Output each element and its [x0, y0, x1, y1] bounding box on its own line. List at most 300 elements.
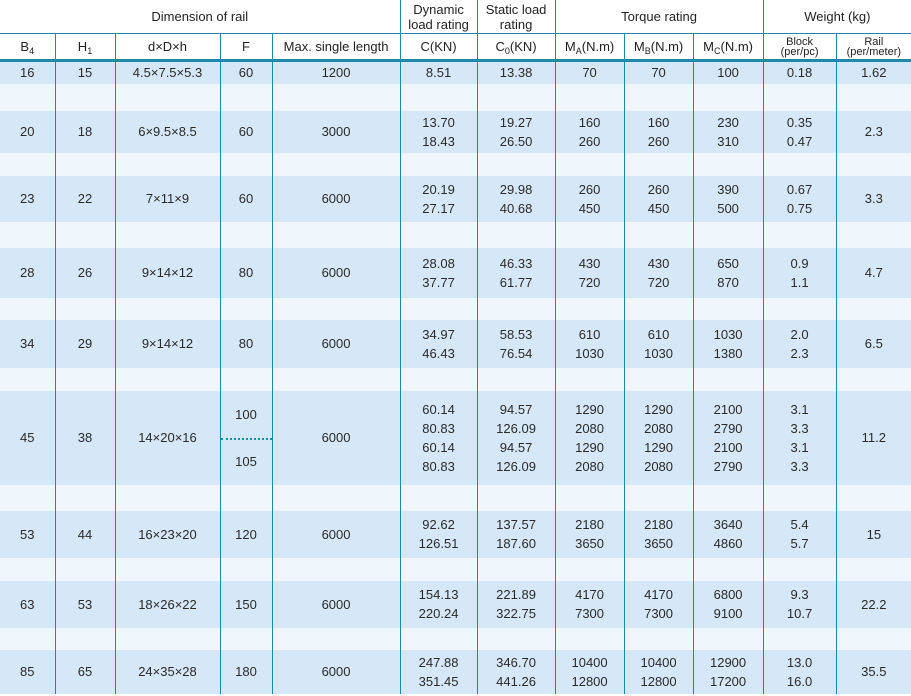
- cell-value: 80.83: [422, 420, 455, 436]
- spacer-cell: [220, 298, 272, 320]
- spacer-cell: [555, 84, 624, 111]
- cell-value: 346.70: [496, 654, 536, 670]
- cell-ma: [555, 650, 624, 694]
- cell-value: 4860: [713, 536, 743, 551]
- spacer-cell: [555, 222, 624, 248]
- spacer-cell: [220, 153, 272, 176]
- cell-block: [763, 511, 836, 558]
- cell-value: 12900: [709, 654, 747, 670]
- cell-block: [763, 176, 836, 222]
- cell-value: 13.0: [786, 654, 813, 670]
- cell-value: 20.19: [422, 181, 455, 197]
- cell-value: 610: [578, 326, 601, 342]
- table-header: [0, 0, 911, 61]
- col-mb: $M_B(N.m)$: [624, 34, 693, 61]
- cell-c: [400, 320, 477, 368]
- cell-value: 0.9: [790, 255, 809, 271]
- cell-dDh: 24×35×28: [115, 650, 220, 694]
- spacer-cell: [272, 153, 400, 176]
- cell-b4: 20: [0, 111, 55, 153]
- cell-value: 441.26: [496, 673, 536, 689]
- cell-c: [400, 511, 477, 558]
- group-torque-rating: Torque rating: [555, 0, 763, 34]
- cell-block: [763, 248, 836, 298]
- spacer-cell: [220, 368, 272, 391]
- spacer-cell: [0, 558, 55, 581]
- cell-c0: [477, 176, 555, 222]
- cell-h1: 65: [55, 650, 115, 694]
- cell-value: 1380: [713, 345, 743, 361]
- spacer-cell: [836, 628, 911, 650]
- cell-max-single-length: 1200: [272, 61, 400, 84]
- cell-value: 28.08: [422, 255, 455, 271]
- spacer-cell: [624, 84, 693, 111]
- cell-value: 12800: [571, 673, 608, 689]
- table-row: [0, 650, 911, 694]
- cell-b4: 85: [0, 650, 55, 694]
- cell-dDh: 4.5×7.5×5.3: [115, 61, 220, 84]
- cell-rail: 22.2: [836, 581, 911, 628]
- cell-value: 1.1: [790, 274, 809, 290]
- cell-block: [763, 111, 836, 153]
- table-row: [0, 581, 911, 628]
- cell-mb: [624, 391, 693, 485]
- cell-dDh: 14×20×16: [115, 391, 220, 485]
- cell-value: 430: [647, 255, 670, 271]
- table-row: [0, 320, 911, 368]
- cell-value: 260: [578, 181, 601, 197]
- spacer-cell: [115, 298, 220, 320]
- cell-value: 7300: [575, 606, 605, 621]
- cell-value: 126.51: [418, 536, 459, 551]
- spacer-cell: [55, 368, 115, 391]
- spacer-cell: [624, 222, 693, 248]
- cell-b4: 34: [0, 320, 55, 368]
- table-row: [0, 176, 911, 222]
- cell-value: 46.33: [499, 255, 533, 271]
- table-row: [0, 61, 911, 84]
- spacer-cell: [115, 628, 220, 650]
- cell-mb: [624, 650, 693, 694]
- cell-b4: 23: [0, 176, 55, 222]
- spacer-row: [0, 368, 911, 391]
- cell-value: 10400: [640, 654, 677, 670]
- cell-value: 1030: [644, 345, 674, 361]
- cell-value: 2100: [713, 439, 743, 455]
- cell-block: [763, 650, 836, 694]
- spacer-cell: [555, 368, 624, 391]
- cell-f-bottom: 105: [235, 453, 257, 469]
- cell-mc: [693, 176, 763, 222]
- col-c0: $C_0(KN)$: [477, 34, 555, 61]
- cell-mc: [693, 650, 763, 694]
- cell-value: 100: [717, 65, 739, 81]
- cell-dDh: 16×23×20: [115, 511, 220, 558]
- cell-value: 5.4: [790, 517, 809, 532]
- cell-value: 2180: [644, 517, 674, 532]
- spacer-cell: [400, 84, 477, 111]
- cell-value: 16.0: [786, 673, 813, 689]
- cell-c0: [477, 61, 555, 84]
- spacer-cell: [400, 558, 477, 581]
- cell-value: 34.97: [422, 326, 455, 342]
- cell-value: 8.51: [425, 65, 452, 81]
- cell-c: [400, 391, 477, 485]
- spacer-cell: [115, 222, 220, 248]
- spacer-cell: [400, 628, 477, 650]
- cell-block: [763, 391, 836, 485]
- spacer-cell: [55, 84, 115, 111]
- spacer-cell: [555, 558, 624, 581]
- spacer-cell: [693, 298, 763, 320]
- cell-b4: 53: [0, 511, 55, 558]
- cell-f: 150: [220, 581, 272, 628]
- cell-value: 13.38: [499, 65, 533, 81]
- cell-mb: [624, 248, 693, 298]
- spacer-row: [0, 628, 911, 650]
- cell-value: 870: [717, 274, 739, 290]
- cell-value: 13.70: [422, 114, 455, 130]
- spacer-cell: [836, 222, 911, 248]
- spacer-cell: [693, 485, 763, 511]
- cell-dDh: 9×14×12: [115, 248, 220, 298]
- cell-value: 1290: [644, 401, 674, 417]
- table-body: [0, 61, 911, 694]
- cell-value: 3.1: [790, 401, 809, 417]
- cell-value: 0.47: [786, 133, 813, 149]
- spacer-cell: [624, 368, 693, 391]
- cell-max-single-length: 6000: [272, 248, 400, 298]
- cell-mc: [693, 111, 763, 153]
- spacer-cell: [220, 485, 272, 511]
- cell-mc: [693, 391, 763, 485]
- cell-dDh: 7×11×9: [115, 176, 220, 222]
- table-row: [0, 391, 911, 485]
- spacer-cell: [272, 628, 400, 650]
- spacer-cell: [0, 222, 55, 248]
- cell-value: 500: [717, 200, 739, 216]
- cell-mb: [624, 176, 693, 222]
- cell-max-single-length: 3000: [272, 111, 400, 153]
- spacer-cell: [763, 84, 836, 111]
- cell-value: 137.57: [496, 517, 536, 532]
- cell-value: 0.67: [786, 181, 813, 197]
- cell-f: [220, 391, 272, 485]
- spacer-cell: [0, 485, 55, 511]
- spacer-cell: [0, 153, 55, 176]
- spacer-cell: [115, 153, 220, 176]
- cell-value: 260: [647, 133, 670, 149]
- cell-value: 2080: [644, 458, 674, 474]
- group-static-load-rating: Static load rating: [477, 0, 555, 34]
- spacer-cell: [836, 298, 911, 320]
- spacer-cell: [115, 84, 220, 111]
- cell-b4: 45: [0, 391, 55, 485]
- cell-max-single-length: 6000: [272, 650, 400, 694]
- spacer-cell: [400, 368, 477, 391]
- cell-h1: 22: [55, 176, 115, 222]
- cell-ma: [555, 248, 624, 298]
- cell-value: 3640: [713, 517, 743, 532]
- spacer-cell: [55, 485, 115, 511]
- cell-value: 2180: [575, 517, 605, 532]
- cell-value: 80.83: [422, 458, 455, 474]
- cell-value: 230: [717, 114, 739, 130]
- cell-block: [763, 320, 836, 368]
- cell-value: 19.27: [499, 114, 533, 130]
- cell-value: 610: [647, 326, 670, 342]
- cell-value: 3.3: [790, 420, 809, 436]
- cell-value: 7300: [644, 606, 674, 621]
- cell-value: 450: [647, 200, 670, 216]
- cell-c: [400, 111, 477, 153]
- cell-c: [400, 650, 477, 694]
- cell-value: 3.1: [790, 439, 809, 455]
- cell-ma: [555, 581, 624, 628]
- spacer-cell: [55, 628, 115, 650]
- cell-value: 9.3: [790, 587, 809, 602]
- col-block: Block (per/pc): [763, 34, 836, 61]
- cell-value: 2.0: [790, 326, 809, 342]
- col-dDh: d×D×h: [115, 34, 220, 61]
- cell-value: 1290: [575, 439, 605, 455]
- col-b4: $B_4$: [0, 34, 55, 61]
- spacer-cell: [272, 298, 400, 320]
- cell-value: 322.75: [496, 606, 536, 621]
- table-row: [0, 511, 911, 558]
- cell-mc: [693, 581, 763, 628]
- spacer-cell: [220, 628, 272, 650]
- cell-h1: 44: [55, 511, 115, 558]
- spacer-cell: [272, 558, 400, 581]
- col-h1: $H_1$: [55, 34, 115, 61]
- cell-f: 60: [220, 111, 272, 153]
- spacer-cell: [836, 153, 911, 176]
- cell-value: 450: [578, 200, 601, 216]
- spacer-cell: [477, 558, 555, 581]
- spacer-cell: [272, 222, 400, 248]
- col-rail: Rail (per/meter): [836, 34, 911, 61]
- spacer-cell: [55, 153, 115, 176]
- cell-mb: [624, 511, 693, 558]
- spacer-cell: [555, 485, 624, 511]
- spacer-cell: [115, 558, 220, 581]
- col-ma: $M_A(N.m)$: [555, 34, 624, 61]
- cell-value: 37.77: [422, 274, 455, 290]
- cell-block: [763, 61, 836, 84]
- spacer-row: [0, 84, 911, 111]
- cell-value: 92.62: [422, 517, 455, 532]
- spacer-cell: [763, 485, 836, 511]
- cell-c0: [477, 391, 555, 485]
- spacer-row: [0, 485, 911, 511]
- cell-value: 12800: [640, 673, 677, 689]
- spacer-cell: [555, 298, 624, 320]
- spacer-cell: [836, 558, 911, 581]
- spacer-cell: [477, 298, 555, 320]
- spacer-cell: [220, 84, 272, 111]
- cell-value: 46.43: [422, 345, 455, 361]
- cell-h1: 26: [55, 248, 115, 298]
- cell-value: 126.09: [496, 420, 536, 436]
- cell-rail: 15: [836, 511, 911, 558]
- cell-value: 720: [647, 274, 670, 290]
- cell-f: 80: [220, 248, 272, 298]
- spacer-cell: [400, 298, 477, 320]
- spacer-cell: [624, 485, 693, 511]
- cell-value: 3.3: [790, 458, 809, 474]
- cell-b4: 28: [0, 248, 55, 298]
- col-f: F: [220, 34, 272, 61]
- spacer-cell: [477, 485, 555, 511]
- cell-b4: 63: [0, 581, 55, 628]
- cell-value: 1030: [713, 326, 743, 342]
- cell-max-single-length: 6000: [272, 511, 400, 558]
- spacer-cell: [836, 485, 911, 511]
- group-dynamic-load-rating: Dynamic load rating: [400, 0, 477, 34]
- cell-value: 10400: [571, 654, 608, 670]
- spacer-cell: [555, 153, 624, 176]
- cell-value: 94.57: [499, 439, 533, 455]
- spacer-cell: [477, 368, 555, 391]
- cell-ma: [555, 111, 624, 153]
- spacer-cell: [693, 628, 763, 650]
- cell-value: 390: [717, 181, 739, 197]
- cell-value: 2790: [713, 458, 743, 474]
- spacer-cell: [115, 485, 220, 511]
- spacer-cell: [0, 84, 55, 111]
- cell-value: 1290: [644, 439, 674, 455]
- spacer-cell: [477, 153, 555, 176]
- cell-dDh: 6×9.5×8.5: [115, 111, 220, 153]
- cell-ma: [555, 391, 624, 485]
- cell-value: 10.7: [786, 606, 813, 621]
- cell-f-top: 100: [235, 406, 257, 422]
- cell-c: [400, 581, 477, 628]
- cell-block: [763, 581, 836, 628]
- cell-rail: 6.5: [836, 320, 911, 368]
- cell-value: 58.53: [499, 326, 533, 342]
- cell-value: 247.88: [418, 654, 459, 670]
- cell-rail: 1.62: [836, 61, 911, 84]
- cell-value: 70: [651, 65, 666, 81]
- dotted-divider: [221, 438, 272, 440]
- cell-value: 40.68: [499, 200, 533, 216]
- cell-value: 29.98: [499, 181, 533, 197]
- spacer-cell: [220, 222, 272, 248]
- cell-max-single-length: 6000: [272, 176, 400, 222]
- cell-h1: 53: [55, 581, 115, 628]
- cell-max-single-length: 6000: [272, 391, 400, 485]
- cell-b4: 16: [0, 61, 55, 84]
- cell-value: 27.17: [422, 200, 455, 216]
- spacer-cell: [55, 222, 115, 248]
- spacer-cell: [763, 222, 836, 248]
- group-dimension-of-rail: Dimension of rail: [0, 0, 400, 34]
- cell-c0: [477, 248, 555, 298]
- cell-mc: [693, 511, 763, 558]
- cell-value: 220.24: [418, 606, 459, 621]
- cell-value: 6800: [713, 587, 743, 602]
- cell-value: 187.60: [496, 536, 536, 551]
- cell-value: 76.54: [499, 345, 533, 361]
- spacer-cell: [477, 222, 555, 248]
- cell-value: 3650: [575, 536, 605, 551]
- cell-value: 94.57: [499, 401, 533, 417]
- cell-c: [400, 248, 477, 298]
- cell-mc: [693, 61, 763, 84]
- cell-max-single-length: 6000: [272, 320, 400, 368]
- cell-rail: 11.2: [836, 391, 911, 485]
- spacer-cell: [763, 368, 836, 391]
- spacer-cell: [763, 558, 836, 581]
- cell-f: 80: [220, 320, 272, 368]
- cell-value: 60.14: [422, 401, 455, 417]
- spacer-cell: [624, 628, 693, 650]
- cell-value: 260: [578, 133, 601, 149]
- cell-value: 0.35: [786, 114, 813, 130]
- spacer-cell: [693, 558, 763, 581]
- cell-mb: [624, 320, 693, 368]
- cell-value: 4170: [644, 587, 674, 602]
- cell-value: 61.77: [499, 274, 533, 290]
- spacer-cell: [555, 628, 624, 650]
- spacer-cell: [272, 368, 400, 391]
- spacer-cell: [693, 84, 763, 111]
- cell-value: 4170: [575, 587, 605, 602]
- cell-value: 351.45: [418, 673, 459, 689]
- spacer-cell: [624, 153, 693, 176]
- cell-value: 126.09: [496, 458, 536, 474]
- cell-ma: [555, 61, 624, 84]
- cell-c: [400, 176, 477, 222]
- spacer-cell: [763, 628, 836, 650]
- cell-mc: [693, 248, 763, 298]
- spacer-cell: [624, 298, 693, 320]
- spacer-cell: [0, 298, 55, 320]
- spacer-cell: [400, 222, 477, 248]
- cell-h1: 29: [55, 320, 115, 368]
- cell-value: 3650: [644, 536, 674, 551]
- cell-ma: [555, 511, 624, 558]
- spacer-cell: [624, 558, 693, 581]
- cell-value: 26.50: [499, 133, 533, 149]
- cell-dDh: 9×14×12: [115, 320, 220, 368]
- cell-value: 720: [578, 274, 601, 290]
- spacer-cell: [55, 298, 115, 320]
- spacer-cell: [693, 222, 763, 248]
- spacer-row: [0, 298, 911, 320]
- cell-value: 430: [578, 255, 601, 271]
- cell-value: 2080: [644, 420, 674, 436]
- cell-value: 1290: [575, 401, 605, 417]
- spacer-row: [0, 558, 911, 581]
- cell-value: 1030: [575, 345, 605, 361]
- spacer-cell: [400, 485, 477, 511]
- cell-c: [400, 61, 477, 84]
- spacer-cell: [400, 153, 477, 176]
- cell-c0: [477, 511, 555, 558]
- cell-value: 154.13: [418, 587, 459, 602]
- cell-ma: [555, 176, 624, 222]
- cell-rail: 2.3: [836, 111, 911, 153]
- cell-value: 650: [717, 255, 739, 271]
- spacer-cell: [55, 558, 115, 581]
- spacer-cell: [115, 368, 220, 391]
- cell-value: 160: [578, 114, 601, 130]
- table-row: [0, 248, 911, 298]
- cell-dDh: 18×26×22: [115, 581, 220, 628]
